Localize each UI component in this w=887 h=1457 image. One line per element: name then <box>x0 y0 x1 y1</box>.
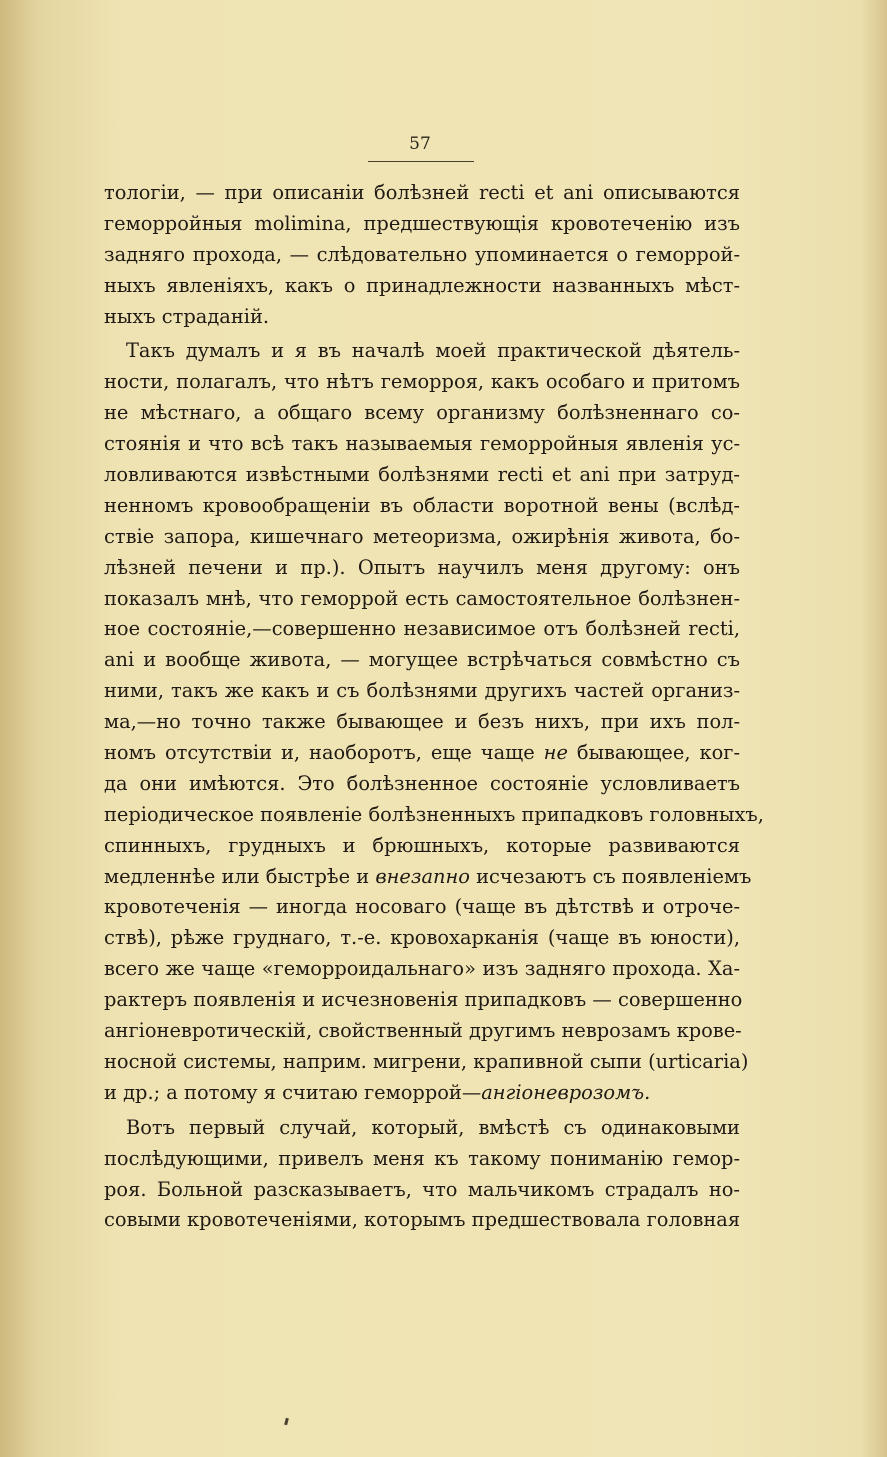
text-line: ма,—но точно также бывающее и безъ нихъ, при ихъ пол- <box>104 710 740 734</box>
paragraph-2 <box>104 336 764 1108</box>
text-line: послѣдующими, привелъ меня къ такому пониманiю гемор- <box>104 1146 740 1170</box>
ink-speck <box>284 1418 289 1426</box>
text-line: ности, полагалъ, что нѣтъ геморроя, какъ особаго и притомъ <box>104 370 740 394</box>
text-line: не мѣстнаго, а общаго всему организму болѣзненнаго со- <box>104 401 740 425</box>
text-line: рактеръ появленiя и исчезновенiя припадковъ — совершенно <box>104 988 743 1012</box>
paragraph-3 <box>104 1113 740 1237</box>
text-line: ani и вообще живота, — могущее встрѣчаться совмѣстно съ <box>104 648 740 672</box>
text-line: ангiоневротическiй, свойственный другимъ неврозамъ крове- <box>104 1019 742 1043</box>
text-line: ныхъ явленiяхъ, какъ о принадлежности названныхъ мѣст- <box>104 273 740 297</box>
text-line: всего же чаще «геморроидальнаго» изъ задняго прохода. Ха- <box>104 957 740 981</box>
text-line: ныхъ страданiй. <box>104 304 270 328</box>
text-line: да они имѣются. Это болѣзненное состоянiе условливаетъ <box>104 771 740 795</box>
emphasis-ne: не <box>543 741 568 765</box>
text-line: роя. Больной разсказываетъ, что мальчикомъ страдалъ но- <box>104 1177 740 1201</box>
text-line: показалъ мнѣ, что геморрой есть самостоятельное болѣзнен- <box>104 586 740 610</box>
page-number-rule <box>368 161 474 162</box>
text-line: Вотъ первый случай, который, вмѣстѣ съ одинаковыми <box>126 1115 740 1139</box>
text-line: ствiе запора, кишечнаго метеоризма, ожирѣнiя живота, бо- <box>104 524 740 548</box>
text-line: ствѣ), рѣже груднаго, т.-е. кровохарканiя (чаще въ юности), <box>104 926 740 950</box>
text-line: лѣзней печени и пр.). Опытъ научилъ меня другому: онъ <box>104 555 740 579</box>
text-line: ненномъ кровообращенiи въ области воротной вены (вслѣд- <box>104 493 740 517</box>
text-line-with-emphasis: номъ отсутствiи и, наоборотъ, еще чаще не бывающее, ког- <box>104 741 740 765</box>
text-line: стоянiя и что всѣ такъ называемыя геморройныя явленiя ус- <box>104 432 740 456</box>
text-line: задняго прохода, — слѣдовательно упоминается о геморрой- <box>104 242 740 266</box>
text-line: носной системы, наприм. мигрени, крапивной сыпи (urticaria) <box>104 1049 749 1073</box>
text-line: совыми кровотеченiями, которымъ предшествовала головная <box>104 1208 741 1232</box>
emphasis-angionevroz: ангiоневрозомъ. <box>481 1080 651 1104</box>
text-line: спинныхъ, грудныхъ и брюшныхъ, которые развиваются <box>104 833 740 857</box>
page-number: 57 <box>409 134 431 154</box>
text-line-with-emphasis: и др.; а потому я считаю геморрой—ангiоневрозомъ. <box>104 1080 651 1104</box>
text-line-with-emphasis: медленнѣе или быстрѣе и внезапно исчезаютъ съ появленiемъ <box>104 864 752 888</box>
text-line: ними, такъ же какъ и съ болѣзнями другихъ частей организ- <box>104 679 740 703</box>
emphasis-vnezapno: внезапно <box>375 864 470 888</box>
text-line: геморройныя molimina, предшествующiя кровотеченiю изъ <box>104 211 740 235</box>
text-line: кровотеченiя — иногда носоваго (чаще въ дѣтствѣ и отроче- <box>104 895 740 919</box>
body-text <box>104 178 764 1236</box>
text-line: тологiи, — при описанiи болѣзней recti et ani описываются <box>104 181 740 204</box>
text-line: перiодическое появленiе болѣзненныхъ припадковъ головныхъ, <box>104 802 764 826</box>
text-line: ное состоянiе,—совершенно независимое отъ болѣзней recti, <box>104 617 740 641</box>
text-line: ловливаются извѣстными болѣзнями recti et ani при затруд- <box>104 463 740 487</box>
paragraph-1 <box>104 178 740 332</box>
text-line: Такъ думалъ и я въ началѣ моей практической дѣятель- <box>126 339 740 363</box>
